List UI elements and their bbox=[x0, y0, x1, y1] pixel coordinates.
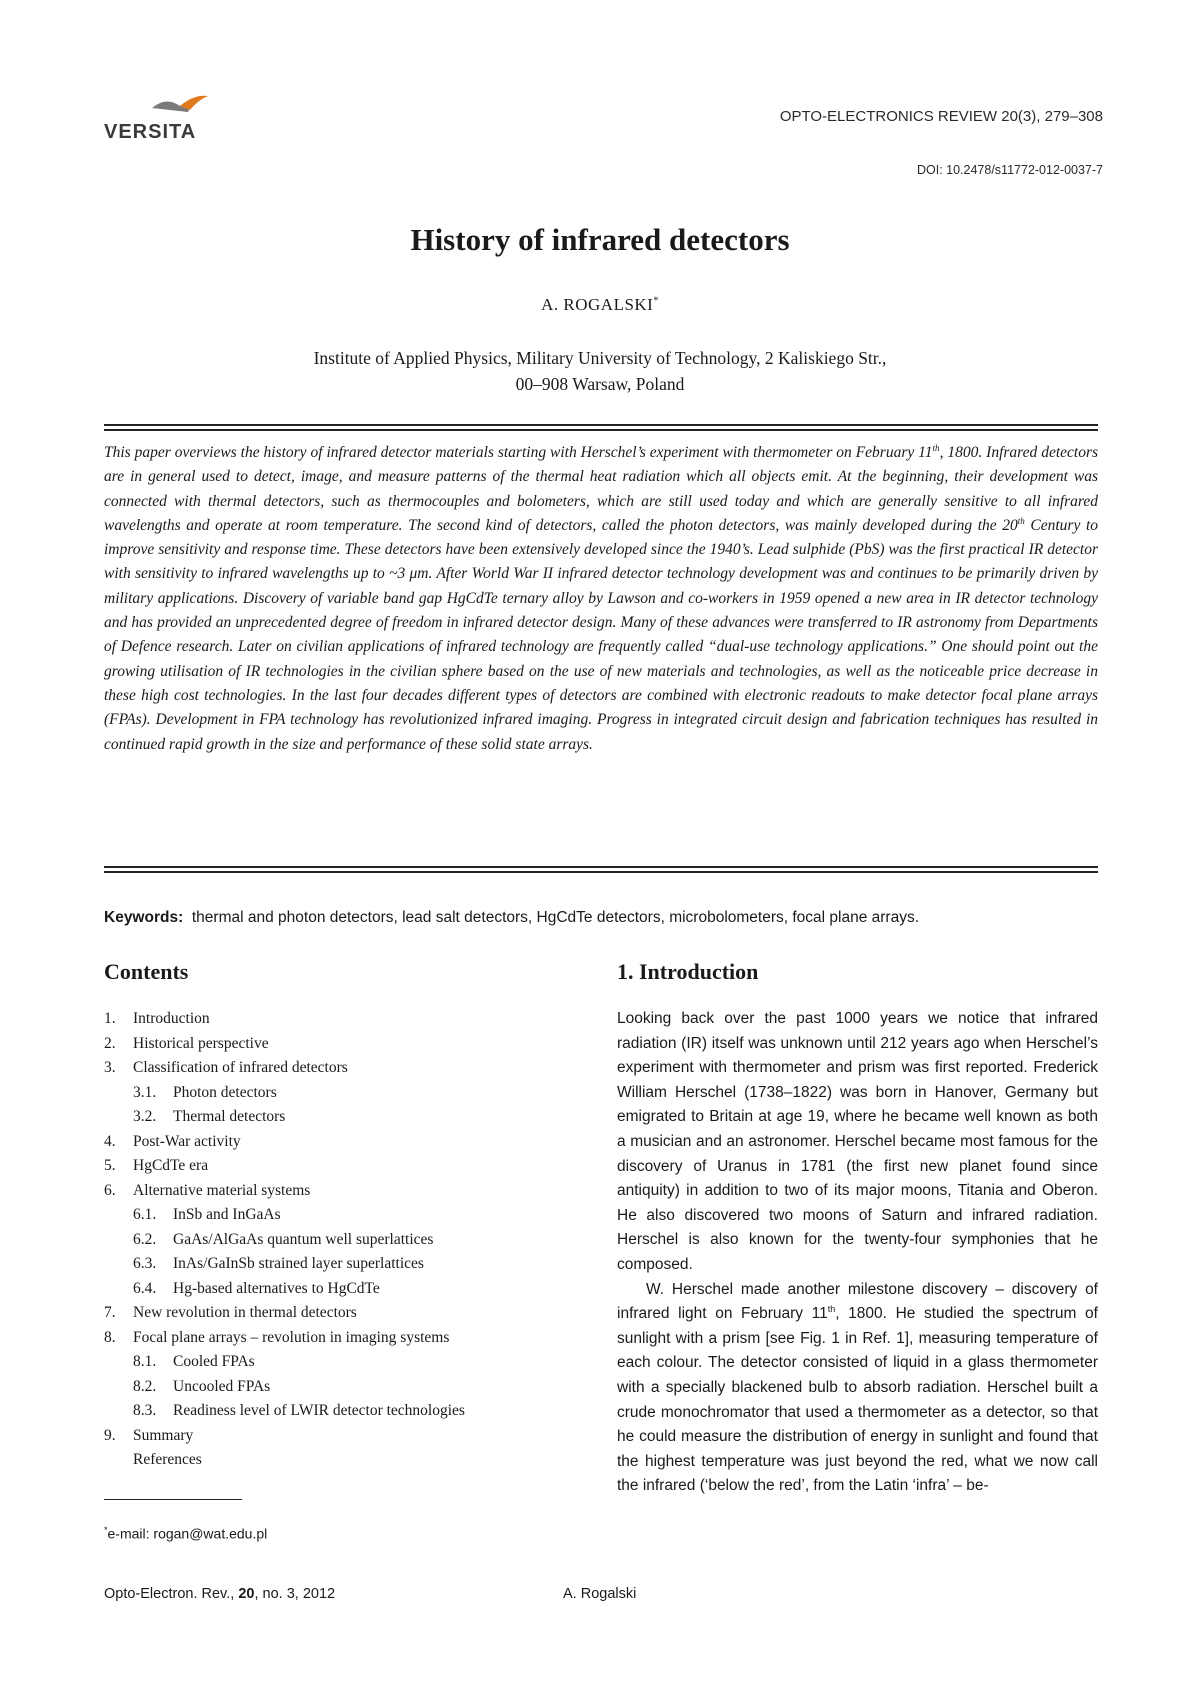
contents-item-label: New revolution in thermal detectors bbox=[133, 1304, 357, 1321]
contents-item-label: Focal plane arrays – revolution in imaging systems bbox=[133, 1328, 450, 1346]
abstract-text-1: This paper overviews the history of infrared detector materials starting with Herschel’s experiment with thermometer on February 11 bbox=[104, 444, 933, 461]
footer-citation bbox=[104, 1586, 335, 1602]
contents-item-number: 6.3. bbox=[133, 1255, 157, 1272]
contents-item-number: 8.3. bbox=[133, 1402, 157, 1419]
contents-item-label: GaAs/AlGaAs quantum well superlattices bbox=[173, 1230, 434, 1248]
contents-item[interactable] bbox=[104, 1105, 574, 1130]
contents-item-number: 8.2. bbox=[133, 1377, 157, 1395]
contents-item-number: 6.4. bbox=[133, 1279, 157, 1297]
journal-reference: OPTO-ELECTRONICS REVIEW 20(3), 279–308 bbox=[779, 108, 1103, 125]
affiliation-line-2: 00–908 Warsaw, Poland bbox=[515, 374, 685, 394]
publisher-logo bbox=[104, 94, 224, 144]
abstract bbox=[104, 441, 1098, 757]
intro-p2-text-b: , 1800. He studied the spectrum of sunlight with a prism [see Fig. 1 in Ref. 1], measuring temperature of each colour. The detector consisted of liquid in a glass thermometer with a specially blackened bulb to absorb radiation. Herschel built a crude monochromator that used a thermometer as a detector, so that he could measure the distribution of energy in sunlight and found that the highest temperature was just beyond the red, what we now call the infrared (‘below the red’, from the Latin ‘infra’ – be- bbox=[617, 1305, 1098, 1495]
contents-item-number: 7. bbox=[104, 1304, 116, 1321]
contents-item-label: Alternative material systems bbox=[133, 1181, 311, 1199]
contents-item-number: 3.2. bbox=[133, 1108, 157, 1125]
abstract-bottom-rule bbox=[104, 866, 1098, 868]
contents-item[interactable] bbox=[104, 1032, 574, 1057]
contents-item-label: Historical perspective bbox=[133, 1034, 269, 1052]
contents-item-label: Photon detectors bbox=[173, 1083, 277, 1101]
contents-item[interactable] bbox=[104, 1375, 574, 1400]
contents-item-number: 8.1. bbox=[133, 1353, 157, 1370]
footer-citation-suffix: , no. 3, 2012 bbox=[254, 1586, 336, 1602]
introduction-section bbox=[617, 957, 1098, 1499]
contents-item[interactable] bbox=[104, 1301, 574, 1326]
introduction-paragraph-2 bbox=[617, 1278, 1098, 1499]
contents-item-number: 5. bbox=[104, 1157, 116, 1174]
logo-swoosh-icon bbox=[150, 94, 210, 122]
footer-citation-volume: 20 bbox=[238, 1586, 255, 1602]
contents-item-label: Post-War activity bbox=[133, 1132, 241, 1150]
contents-item-number: 2. bbox=[104, 1034, 116, 1052]
contents-item[interactable] bbox=[104, 1252, 574, 1277]
contents-item-number: 4. bbox=[104, 1132, 116, 1150]
abstract-text-3: Century to improve sensitivity and response time. These detectors have been extensively developed since the 1940’s. Lead sulphide (PbS) was the first practical IR detector with sensitivity to infrared wavelengths up to ~3 μm. After World War II infrared detector technology development was and continues to be primarily driven by military applications. Discovery of variable band gap HgCdTe ternary alloy by Lawson and co-workers in 1959 opened a new area in IR detector technology and has provided an unprecedented degree of freedom in infrared detector design. Many of these advances were transferred to IR astronomy from Departments of Defence research. Later on civilian applications of infrared technology are frequently called “dual-use technology applications.” One should point out the growing utilisation of IR technologies in the civilian sphere based on the use of new materials and technologies, as well as the noticeable price decrease in these high cost technologies. In the last four decades different types of detectors are combined with electronic readouts to make detector focal plane arrays (FPAs). Development in FPA technology has revolutionized infrared imaging. Progress in integrated circuit design and fabrication techniques has resulted in continued rapid growth in the size and performance of these solid state arrays. bbox=[104, 516, 1098, 753]
contents-item[interactable] bbox=[104, 1081, 574, 1106]
author-footnote-mark: * bbox=[653, 295, 659, 307]
contents-item-label: Thermal detectors bbox=[173, 1108, 286, 1125]
intro-p2-sup: th bbox=[827, 1303, 836, 1314]
contents-heading: Contents bbox=[104, 959, 189, 984]
contents-item-label: Cooled FPAs bbox=[173, 1353, 255, 1370]
footer-author: A. Rogalski bbox=[563, 1586, 637, 1602]
abstract-sup-2: th bbox=[1017, 515, 1025, 526]
article-title: History of infrared detectors bbox=[410, 222, 790, 257]
contents-item-label: Hg-based alternatives to HgCdTe bbox=[173, 1279, 380, 1297]
contents-item[interactable] bbox=[104, 1130, 574, 1155]
contents-item-number: 6. bbox=[104, 1181, 116, 1199]
contents-item-number: 8. bbox=[104, 1328, 116, 1346]
abstract-top-rule bbox=[104, 424, 1098, 426]
footer-citation-prefix: Opto-Electron. Rev., bbox=[104, 1586, 239, 1602]
footnote-rule bbox=[104, 1499, 242, 1500]
contents-item-number: 6.1. bbox=[133, 1206, 157, 1223]
contents-item-number: 1. bbox=[104, 1010, 116, 1027]
contents-item-number: 6.2. bbox=[133, 1230, 157, 1248]
abstract-sup-1: th bbox=[932, 442, 940, 453]
abstract-text-2: , 1800. Infrared detectors are in general used to detect, image, and measure patterns of the thermal heat radiation which all objects emit. At the beginning, their development was connected with thermal detectors, such as thermocouples and bolometers, which are still used today and which are generally sensitive to all infrared wavelengths and operate at room temperature. The second kind of detectors, called the photon detectors, was mainly developed during the 20 bbox=[104, 444, 1099, 534]
contents-item-label: Uncooled FPAs bbox=[173, 1377, 271, 1395]
contents-item[interactable] bbox=[104, 1424, 574, 1449]
footnote-email[interactable]: e-mail: rogan@wat.edu.pl bbox=[107, 1525, 268, 1542]
contents-item-number: 3. bbox=[104, 1059, 116, 1076]
contents-item[interactable] bbox=[104, 1154, 574, 1179]
contents-item[interactable] bbox=[104, 1007, 574, 1032]
doi: DOI: 10.2478/s11772-012-0037-7 bbox=[916, 163, 1103, 177]
contents-item-label: Summary bbox=[133, 1426, 194, 1444]
contents-item-label: Readiness level of LWIR detector technologies bbox=[173, 1402, 465, 1419]
footnote-mark: * bbox=[104, 1525, 108, 1535]
contents-item-label: InAs/GaInSb strained layer superlattices bbox=[173, 1255, 424, 1272]
author-name: A. ROGALSKI bbox=[541, 295, 654, 314]
logo-text: VERSITA bbox=[104, 121, 197, 143]
contents-item[interactable] bbox=[104, 1056, 574, 1081]
contents-item[interactable] bbox=[104, 1203, 574, 1228]
introduction-paragraph-1: Looking back over the past 1000 years we notice that infrared radiation (IR) itself was unknown until 212 years ago when Herschel’s experiment with thermometer and prism was first reported. Frederick William Herschel (1738–1822) was born in Hanover, Germany but emigrated to Britain at age 19, where he became well known as both a musician and an astronomer. Herschel became most famous for the discovery of Uranus in 1781 (the first new planet found since antiquity) in addition to two of its major moons, Titania and Oberon. He also discovered two moons of Saturn and infrared radiation. Herschel is also known for the twenty-four symphonies that he composed. bbox=[617, 1010, 1098, 1273]
contents-item[interactable] bbox=[104, 1448, 574, 1473]
contents-item-label: Classification of infrared detectors bbox=[133, 1059, 348, 1076]
contents-item[interactable] bbox=[104, 1399, 574, 1424]
contents-list bbox=[104, 1007, 574, 1473]
contents-item-number: 9. bbox=[104, 1426, 116, 1444]
intro-p2-text-a: W. Herschel made another milestone discovery – discovery of infrared light on February 11 bbox=[617, 1280, 1098, 1323]
affiliation bbox=[0, 345, 1200, 397]
keywords-text: thermal and photon detectors, lead salt detectors, HgCdTe detectors, microbolometers, focal plane arrays. bbox=[191, 909, 920, 926]
footnote bbox=[104, 1525, 267, 1542]
contents-item-label: InSb and InGaAs bbox=[173, 1206, 281, 1223]
contents-item[interactable] bbox=[104, 1277, 574, 1302]
contents-item-label: HgCdTe era bbox=[133, 1157, 209, 1174]
keywords bbox=[104, 909, 919, 927]
contents-item[interactable] bbox=[104, 1179, 574, 1204]
keywords-label: Keywords: bbox=[104, 909, 184, 926]
contents-item-number: 3.1. bbox=[133, 1083, 157, 1101]
contents-item[interactable] bbox=[104, 1350, 574, 1375]
abstract-bottom-rule-2 bbox=[104, 871, 1098, 873]
contents-item[interactable] bbox=[104, 1228, 574, 1253]
contents-item-label: References bbox=[133, 1451, 202, 1468]
contents-section bbox=[104, 957, 574, 1473]
contents-item[interactable] bbox=[104, 1326, 574, 1351]
contents-item-label: Introduction bbox=[133, 1010, 210, 1027]
affiliation-line-1: Institute of Applied Physics, Military University of Technology, 2 Kaliskiego Str., bbox=[313, 348, 887, 368]
abstract-top-rule-2 bbox=[104, 429, 1098, 431]
author-line bbox=[0, 295, 1200, 315]
introduction-heading: 1. Introduction bbox=[617, 959, 759, 984]
